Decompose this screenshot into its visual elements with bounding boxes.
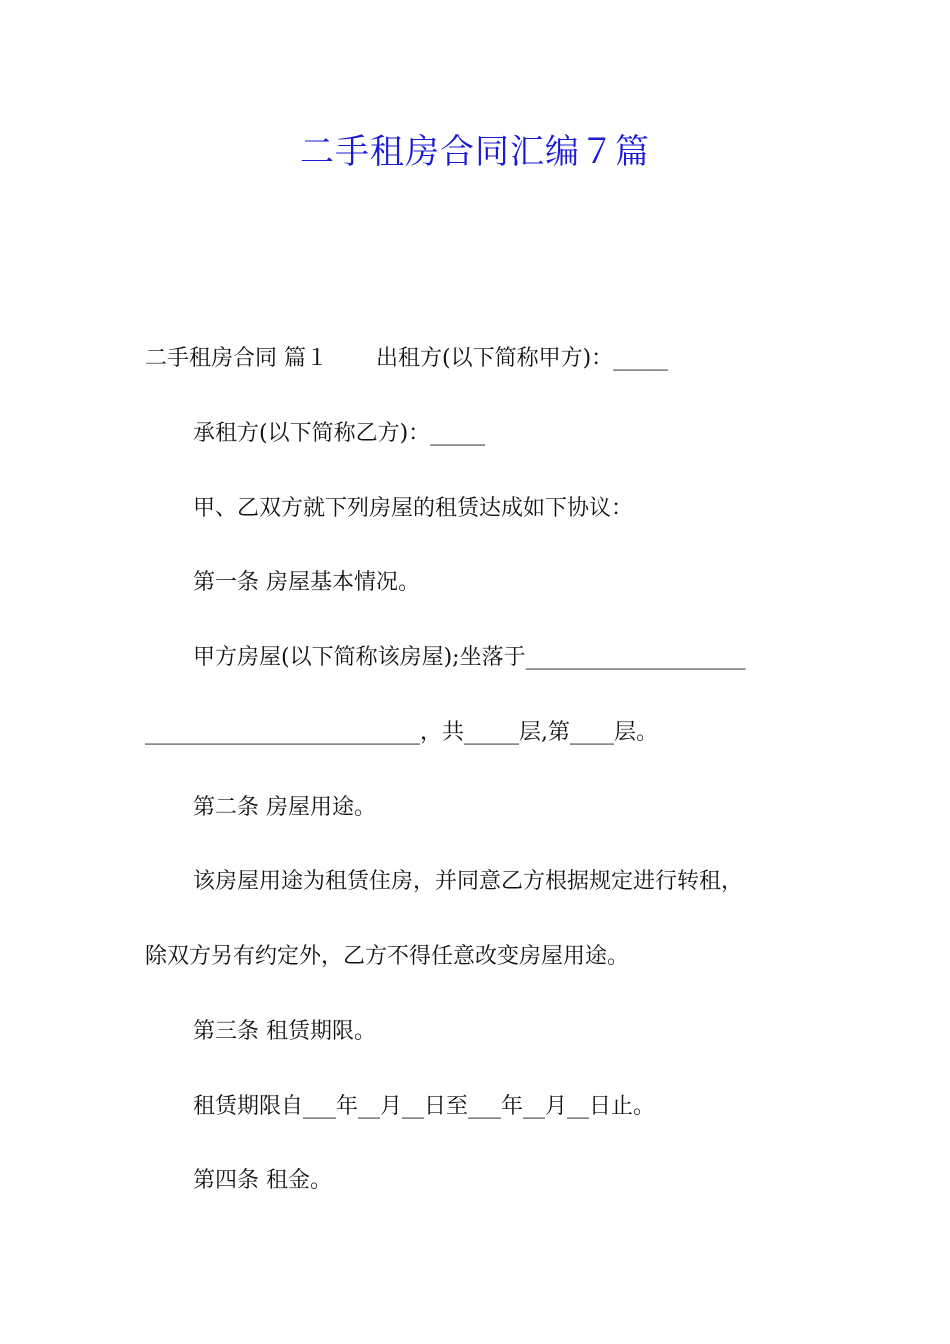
lessor-line: 出租方(以下简称甲方)：_____	[376, 346, 669, 371]
document-title: 二手租房合同汇编７篇	[300, 132, 650, 172]
property-floor-line: _________________________，共_____层,第____层。	[145, 720, 658, 745]
contract-section-label: 二手租房合同 篇１	[145, 346, 328, 371]
usage-paragraph-line-1: 该房屋用途为租赁住房，并同意乙方根据规定进行转租，	[193, 869, 744, 894]
article-2-heading: 第二条 房屋用途。	[193, 795, 376, 820]
agreement-intro: 甲、乙双方就下列房屋的租赁达成如下协议：	[193, 496, 634, 521]
article-1-heading: 第一条 房屋基本情况。	[193, 570, 420, 595]
article-4-heading: 第四条 租金。	[193, 1168, 332, 1193]
usage-paragraph-line-2: 除双方另有约定外，乙方不得任意改变房屋用途。	[145, 944, 630, 969]
property-location-line: 甲方房屋(以下简称该房屋);坐落于____________________	[193, 645, 746, 670]
article-3-heading: 第三条 租赁期限。	[193, 1019, 376, 1044]
lessee-line: 承租方(以下简称乙方)：_____	[193, 421, 486, 446]
lease-term-line: 租赁期限自___年__月__日至___年__月__日止。	[193, 1094, 656, 1119]
contract-heading-line	[145, 343, 668, 375]
